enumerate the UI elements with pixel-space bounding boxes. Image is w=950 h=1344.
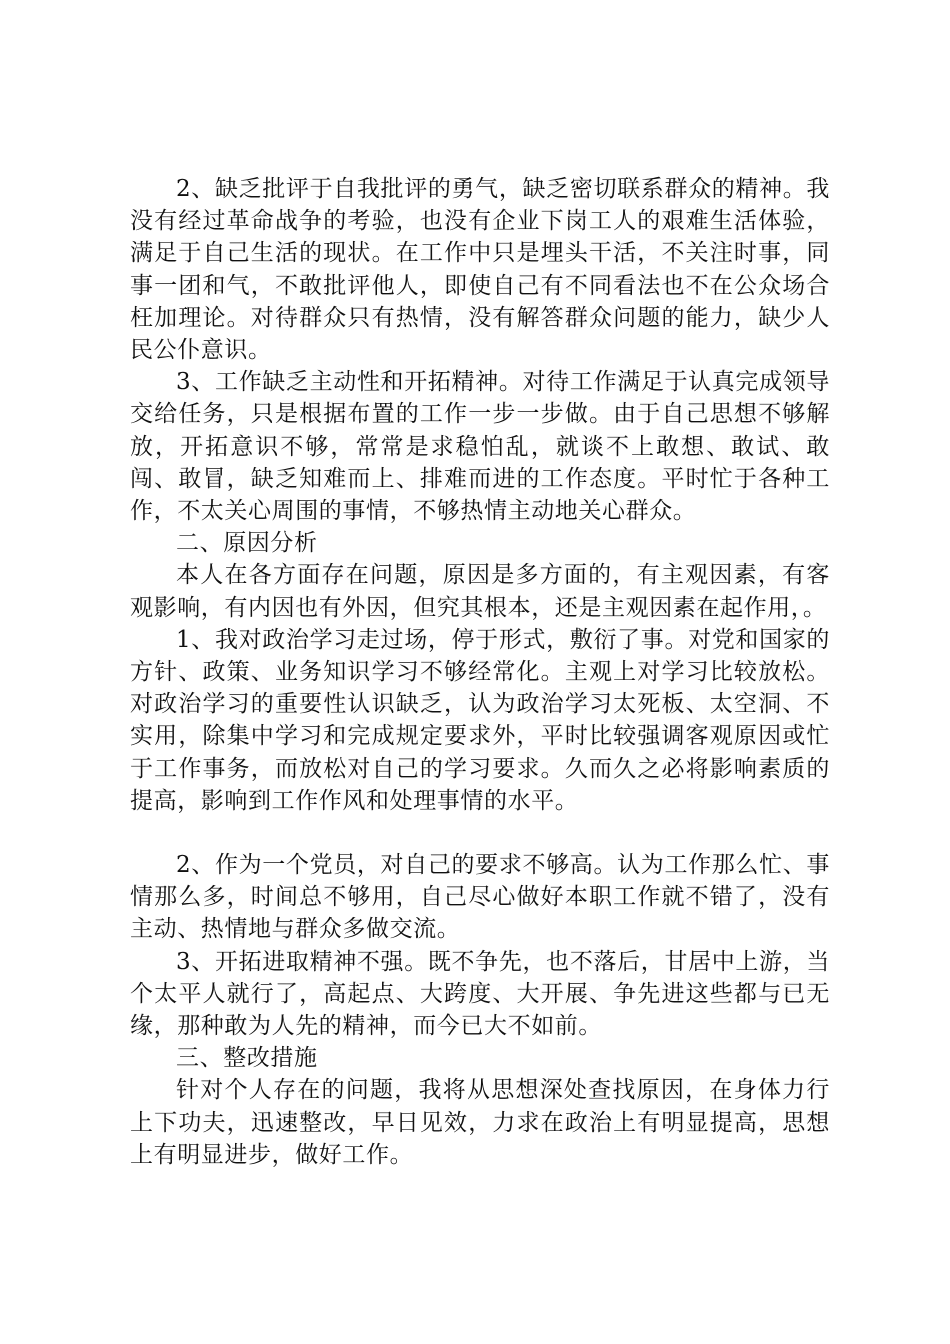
- paragraph-rectification-plan: 针对个人存在的问题，我将从思想深处查找原因，在身体力行上下功夫，迅速整改，早日见效，力求在政治上有明显提高，思想上有明显进步，做好工作。: [130, 1077, 830, 1168]
- document-body: [130, 173, 830, 1171]
- paragraph-gap: [130, 817, 830, 849]
- paragraph-enterprising-spirit: 3、开拓进取精神不强。既不争先，也不落后，甘居中上游，当个太平人就行了，高起点、大跨度、大开展、争先进这些都与已无缘，那种敢为人先的精神，而今已大不如前。: [130, 948, 830, 1040]
- paragraph-lack-of-criticism: 2、缺乏批评于自我批评的勇气，缺乏密切联系群众的精神。我没有经过革命战争的考验，也没有企业下岗工人的艰难生活体验，满足于自己生活的现状。在工作中只是埋头干活，不关注时事，同事一团和气，不敢批评他人，即使自己有不同看法也不在公众场合枉加理论。对待群众只有热情，没有解答群众问题的能力，缺少人民公仆意识。: [130, 176, 830, 364]
- section-heading-cause-analysis: 二、原因分析: [176, 530, 318, 557]
- paragraph-lack-of-initiative: 3、工作缺乏主动性和开拓精神。对待工作满足于认真完成领导交给任务，只是根据布置的工作一步一步做。由于自己思想不够解放，开拓意识不够，常常是求稳怕乱，就谈不上敢想、敢试、敢闯、敢冒，缺乏知难而上、排难而进的工作态度。平时忙于各种工作，不太关心周围的事情，不够热情主动地关心群众。: [130, 369, 830, 525]
- paragraph-party-member-requirements: 2、作为一个党员，对自己的要求不够高。认为工作那么忙、事情那么多，时间总不够用，自己尽心做好本职工作就不错了，没有主动、热情地与群众多做交流。: [130, 852, 830, 943]
- paragraph-cause-overview: 本人在各方面存在问题，原因是多方面的，有主观因素，有客观影响，有内因也有外因，但究其根本，还是主观因素在起作用，。: [130, 562, 830, 621]
- section-heading-rectification: 三、整改措施: [176, 1045, 318, 1072]
- paragraph-political-study: 1、我对政治学习走过场，停于形式，敷衍了事。对党和国家的方针、政策、业务知识学习不够经常化。主观上对学习比较放松。对政治学习的重要性认识缺乏，认为政治学习太死板、太空洞、不实用，除集中学习和完成规定要求外，平时比较强调客观原因或忙于工作事务，而放松对自己的学习要求。久而久之必将影响素质的提高，影响到工作作风和处理事情的水平。: [130, 626, 830, 814]
